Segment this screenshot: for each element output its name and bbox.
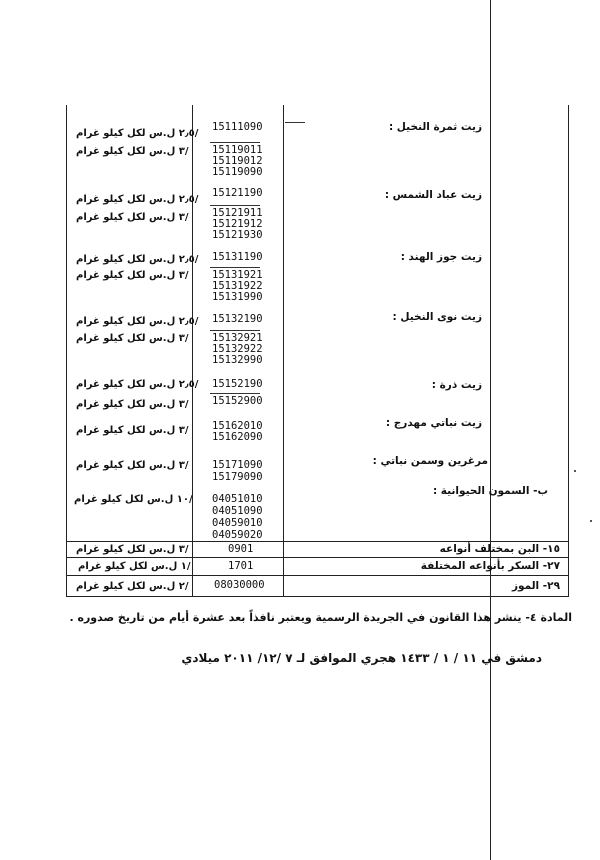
code-separator bbox=[210, 142, 260, 143]
page-edge-line bbox=[490, 0, 491, 860]
dateline: دمشق في ١١ / ١ / ١٤٣٣ هجري الموافق لـ ٧ /١٢/ ٢٠١١ ميلادي bbox=[181, 651, 542, 665]
product-name: مرغرين وسمن نباتي : bbox=[372, 455, 488, 467]
table-top-dash bbox=[285, 122, 305, 123]
tariff-code: 04059020 bbox=[212, 529, 263, 541]
duty-rate: /٢٫٥ ل.س لكل كيلو غرام bbox=[76, 254, 199, 265]
tariff-code: 15179090 bbox=[212, 471, 263, 483]
tariff-code: 0901 bbox=[228, 543, 254, 555]
tariff-code: 15131190 bbox=[212, 251, 263, 263]
duty-rate: /٢٫٥ ل.س لكل كيلو غرام bbox=[76, 128, 199, 139]
article-text: المادة ٤- ينشر هذا القانون في الجريدة الرسمية ويعتبر نافذاً بعد عشرة أيام من تاريخ صدوره . bbox=[69, 611, 572, 624]
duty-rate: /٣ ل.س لكل كيلو غرام bbox=[76, 460, 189, 471]
code-separator bbox=[210, 205, 260, 206]
duty-rate: /٣ ل.س لكل كيلو غرام bbox=[76, 212, 189, 223]
product-name: زيت ثمرة النخيل : bbox=[388, 121, 482, 133]
product-name: زيت عباد الشمس : bbox=[384, 189, 482, 201]
tariff-code: 04051090 bbox=[212, 505, 263, 517]
table-divider-rate-code bbox=[192, 105, 193, 597]
tariff-code: 15131922 bbox=[212, 280, 263, 292]
tariff-code: 15152190 bbox=[212, 378, 263, 390]
duty-rate: /١٠ ل.س لكل كيلو غرام bbox=[74, 494, 193, 505]
product-name: ٢٩- الموز bbox=[511, 580, 560, 592]
scan-mark bbox=[574, 470, 576, 472]
table-border-left bbox=[66, 105, 67, 597]
tariff-code: 15162010 bbox=[212, 420, 263, 432]
table-divider-code-name bbox=[283, 105, 284, 597]
table-row-line bbox=[66, 557, 568, 558]
duty-rate: /٣ ل.س لكل كيلو غرام bbox=[76, 544, 189, 555]
tariff-code: 15152900 bbox=[212, 395, 263, 407]
tariff-code: 08030000 bbox=[214, 579, 265, 591]
tariff-code: 15131990 bbox=[212, 291, 263, 303]
duty-rate: /٣ ل.س لكل كيلو غرام bbox=[76, 146, 189, 157]
tariff-code: 15131921 bbox=[212, 269, 263, 281]
duty-rate: /٣ ل.س لكل كيلو غرام bbox=[76, 270, 189, 281]
tariff-code: 15111090 bbox=[212, 121, 263, 133]
tariff-code: 04051010 bbox=[212, 493, 263, 505]
duty-rate: /٣ ل.س لكل كيلو غرام bbox=[76, 333, 189, 344]
table-bottom-line bbox=[66, 596, 568, 597]
product-name: ١٥- البن بمختلف أنواعه bbox=[439, 543, 560, 555]
duty-rate: /٣ ل.س لكل كيلو غرام bbox=[76, 425, 189, 436]
tariff-code: 15119012 bbox=[212, 155, 263, 167]
tariff-code: 15162090 bbox=[212, 431, 263, 443]
duty-rate: /٢٫٥ ل.س لكل كيلو غرام bbox=[76, 316, 199, 327]
code-separator bbox=[210, 267, 260, 268]
table-border-right bbox=[568, 105, 569, 597]
tariff-code: 15132190 bbox=[212, 313, 263, 325]
tariff-code: 15132922 bbox=[212, 343, 263, 355]
product-name: ٢٧- السكر بأنواعه المختلفة bbox=[420, 560, 560, 572]
product-name: زيت جوز الهند : bbox=[400, 251, 482, 263]
table-row-line bbox=[66, 541, 568, 542]
product-name: زيت نوى النخيل : bbox=[392, 311, 482, 323]
duty-rate: /٢ ل.س لكل كيلو غرام bbox=[76, 581, 189, 592]
code-separator bbox=[210, 393, 260, 394]
tariff-code: 15121190 bbox=[212, 187, 263, 199]
scan-mark bbox=[590, 520, 592, 522]
tariff-code: 15119011 bbox=[212, 144, 263, 156]
duty-rate: /٢٫٥ ل.س لكل كيلو غرام bbox=[76, 379, 199, 390]
duty-rate: /١ ل.س لكل كيلو غرام bbox=[78, 561, 191, 572]
tariff-code: 15171090 bbox=[212, 459, 263, 471]
duty-rate: /٢٫٥ ل.س لكل كيلو غرام bbox=[76, 194, 199, 205]
tariff-code: 15121911 bbox=[212, 207, 263, 219]
code-separator bbox=[210, 330, 260, 331]
tariff-code: 15132990 bbox=[212, 354, 263, 366]
tariff-code: 1701 bbox=[228, 560, 254, 572]
tariff-code: 04059010 bbox=[212, 517, 263, 529]
tariff-code: 15119090 bbox=[212, 166, 263, 178]
tariff-code: 15132921 bbox=[212, 332, 263, 344]
product-name: ب- السمون الحيوانية : bbox=[432, 485, 548, 497]
duty-rate: /٣ ل.س لكل كيلو غرام bbox=[76, 399, 189, 410]
tariff-code: 15121930 bbox=[212, 229, 263, 241]
product-name: زيت ذرة : bbox=[431, 379, 482, 391]
product-name: زيت نباتي مهدرج : bbox=[385, 417, 482, 429]
table-row-line bbox=[66, 575, 568, 576]
tariff-code: 15121912 bbox=[212, 218, 263, 230]
